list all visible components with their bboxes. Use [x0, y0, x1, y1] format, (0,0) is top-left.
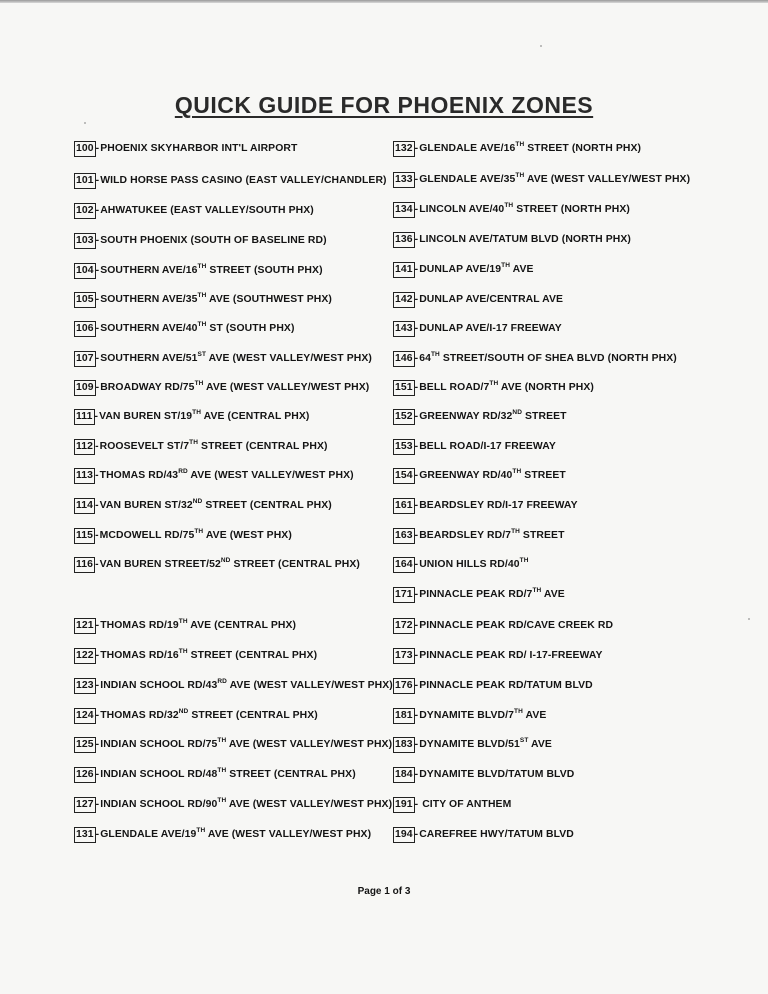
zone-code-box: 104: [74, 263, 96, 279]
zone-code-box: 146: [393, 351, 415, 367]
zone-separator: -: [95, 143, 100, 154]
zone-description: ROOSEVELT ST/7TH STREET (CENTRAL PHX): [99, 439, 328, 452]
zone-separator: -: [95, 530, 99, 541]
zone-row: [74, 796, 392, 814]
zone-row: [393, 379, 594, 397]
zone-code-box: 161: [393, 498, 415, 514]
zone-separator: -: [95, 500, 99, 511]
ordinal-suffix: TH: [217, 797, 227, 804]
zone-description: PINNACLE PEAK RD/TATUM BLVD: [419, 680, 593, 691]
zone-row: [393, 497, 578, 515]
ordinal-suffix: ST: [519, 737, 529, 744]
zone-code-box: 184: [393, 767, 415, 783]
zone-row: [393, 677, 593, 695]
zone-row: [74, 617, 296, 635]
zone-row: [74, 202, 314, 220]
ordinal-suffix: TH: [515, 172, 525, 179]
zone-row: [74, 408, 309, 426]
zone-row: [74, 438, 328, 456]
zone-description: UNION HILLS RD/40TH: [419, 557, 529, 570]
zone-description: INDIAN SCHOOL RD/48TH STREET (CENTRAL PHX): [100, 767, 356, 780]
zone-row: [393, 736, 552, 754]
ordinal-suffix: TH: [511, 528, 520, 535]
ordinal-suffix: TH: [194, 380, 204, 387]
zone-separator: -: [414, 680, 419, 691]
zone-description: WILD HORSE PASS CASINO (EAST VALLEY/CHANDLER): [100, 175, 387, 186]
zone-description: 64TH STREET/SOUTH OF SHEA BLVD (NORTH PHX): [419, 351, 677, 364]
zone-separator: -: [95, 205, 100, 216]
zone-row: [74, 262, 323, 280]
zone-code-box: 126: [74, 767, 96, 783]
page-number: Page 1 of 3: [357, 886, 411, 897]
zone-row: [74, 467, 354, 485]
zone-row: [393, 438, 556, 456]
ordinal-suffix: TH: [192, 409, 202, 416]
zone-separator: -: [95, 710, 100, 721]
zone-separator: -: [414, 769, 419, 780]
ordinal-suffix: TH: [515, 141, 525, 148]
zone-code-box: 112: [74, 439, 95, 455]
zone-row: [393, 320, 562, 338]
zone-description: GLENDALE AVE/19TH AVE (WEST VALLEY/WEST PHX): [100, 827, 372, 840]
zone-description: BEARDSLEY RD/I-17 FREEWAY: [419, 500, 578, 511]
zone-code-box: 114: [74, 498, 95, 514]
zone-code-box: 124: [74, 708, 96, 724]
ordinal-suffix: TH: [501, 262, 511, 269]
zone-separator: -: [95, 382, 100, 393]
scan-edge: [0, 0, 768, 3]
zone-code-box: 123: [74, 678, 96, 694]
zone-code-box: 164: [393, 557, 415, 573]
zone-separator: -: [95, 323, 100, 334]
zone-row: [393, 556, 529, 574]
ordinal-suffix: TH: [197, 292, 207, 299]
scan-speck: [540, 45, 542, 47]
ordinal-suffix: TH: [178, 648, 188, 655]
ordinal-suffix: TH: [514, 708, 523, 715]
ordinal-suffix: TH: [489, 380, 499, 387]
zone-separator: -: [414, 589, 419, 600]
zone-code-box: 131: [74, 827, 96, 843]
ordinal-suffix: TH: [197, 263, 207, 270]
zone-separator: -: [95, 175, 100, 186]
zone-row: [393, 796, 511, 814]
zone-code-box: 106: [74, 321, 96, 337]
ordinal-suffix: TH: [532, 587, 542, 594]
zone-description: LINCOLN AVE/40TH STREET (NORTH PHX): [419, 202, 630, 215]
zone-code-box: 142: [393, 292, 415, 308]
zone-code-box: 107: [74, 351, 96, 367]
zone-separator: -: [414, 174, 419, 185]
zone-row: [393, 586, 565, 604]
zone-row: [393, 766, 574, 784]
zone-row: [74, 140, 297, 158]
zone-code-box: 103: [74, 233, 96, 249]
zone-code-box: 121: [74, 618, 96, 634]
zone-separator: -: [414, 650, 419, 661]
zone-code-box: 154: [393, 468, 415, 484]
zone-separator: -: [414, 382, 419, 393]
zone-row: [393, 261, 534, 279]
zone-description: PHOENIX SKYHARBOR INT'L AIRPORT: [100, 143, 298, 154]
zone-row: [393, 231, 631, 249]
zone-code-box: 113: [74, 468, 95, 484]
zone-row: [393, 826, 574, 844]
zone-description: DUNLAP AVE/CENTRAL AVE: [419, 294, 564, 305]
zone-separator: -: [95, 235, 100, 246]
zone-code-box: 116: [74, 557, 95, 573]
zone-row: [74, 350, 372, 368]
scan-speck: [84, 122, 86, 124]
zone-separator: -: [95, 769, 100, 780]
zone-row: [393, 527, 565, 545]
zone-description: VAN BUREN STREET/52ND STREET (CENTRAL PHX): [99, 557, 360, 570]
zone-separator: -: [95, 739, 100, 750]
zone-code-box: 183: [393, 737, 415, 753]
zone-separator: -: [414, 411, 419, 422]
ordinal-suffix: TH: [512, 468, 522, 475]
ordinal-suffix: ND: [220, 557, 231, 564]
ordinal-suffix: TH: [197, 321, 207, 328]
zone-code-box: 173: [393, 648, 415, 664]
zone-code-box: 132: [393, 141, 415, 157]
zone-code-box: 194: [393, 827, 415, 843]
zone-description: LINCOLN AVE/TATUM BLVD (NORTH PHX): [419, 234, 631, 245]
zone-description: SOUTH PHOENIX (SOUTH OF BASELINE RD): [100, 235, 327, 246]
zone-description: SOUTHERN AVE/51ST AVE (WEST VALLEY/WEST PHX): [100, 351, 372, 364]
zone-code-box: 152: [393, 409, 415, 425]
zone-description: INDIAN SCHOOL RD/43RD AVE (WEST VALLEY/WEST PHX): [100, 678, 393, 691]
zone-description: VAN BUREN ST/32ND STREET (CENTRAL PHX): [99, 498, 332, 511]
zone-row: [393, 647, 603, 665]
zone-description: DUNLAP AVE/I-17 FREEWAY: [419, 323, 562, 334]
ordinal-suffix: ST: [197, 351, 207, 358]
zone-row: [74, 172, 387, 190]
zone-description: BEARDSLEY RD/7TH STREET: [419, 528, 565, 541]
zone-row: [74, 766, 356, 784]
scan-speck: [748, 618, 750, 620]
zone-description: DYNAMITE BLVD/TATUM BLVD: [419, 769, 575, 780]
zone-row: [393, 291, 563, 309]
zone-description: SOUTHERN AVE/35TH AVE (SOUTHWEST PHX): [100, 292, 332, 305]
zone-row: [74, 497, 332, 515]
zone-row: [393, 617, 613, 635]
zone-separator: -: [414, 204, 419, 215]
ordinal-suffix: ND: [512, 409, 523, 416]
zone-separator: -: [414, 559, 419, 570]
zone-row: [74, 826, 371, 844]
zone-row: [74, 647, 317, 665]
zone-code-box: 136: [393, 232, 415, 248]
zone-description: DUNLAP AVE/19TH AVE: [419, 262, 534, 275]
zone-description: VAN BUREN ST/19TH AVE (CENTRAL PHX): [99, 409, 310, 422]
zone-description: BELL ROAD/I-17 FREEWAY: [419, 441, 556, 452]
zone-separator: -: [95, 265, 100, 276]
zone-row: [74, 291, 332, 309]
zone-row: [393, 140, 641, 158]
zone-row: [74, 736, 392, 754]
zone-separator: -: [95, 650, 100, 661]
zone-code-box: 111: [74, 409, 95, 425]
zone-description: INDIAN SCHOOL RD/90TH AVE (WEST VALLEY/WEST PHX): [100, 797, 393, 810]
zone-separator: -: [95, 441, 99, 452]
zone-separator: -: [414, 234, 419, 245]
zone-separator: -: [414, 264, 419, 275]
zone-separator: -: [414, 710, 419, 721]
zone-code-box: 115: [74, 528, 95, 544]
ordinal-suffix: TH: [196, 827, 206, 834]
zone-code-box: 105: [74, 292, 96, 308]
zone-description: GREENWAY RD/40TH STREET: [419, 468, 566, 481]
ordinal-suffix: TH: [519, 557, 529, 564]
zone-description: BELL ROAD/7TH AVE (NORTH PHX): [419, 380, 594, 393]
zone-code-box: 102: [74, 203, 96, 219]
zone-separator: -: [95, 294, 100, 305]
ordinal-suffix: RD: [217, 678, 227, 685]
zone-code-box: 176: [393, 678, 415, 694]
zone-separator: -: [95, 829, 100, 840]
ordinal-suffix: TH: [178, 618, 188, 625]
zone-separator: -: [414, 441, 419, 452]
ordinal-suffix: ND: [192, 498, 203, 505]
zone-code-box: 122: [74, 648, 96, 664]
zone-separator: -: [414, 353, 419, 364]
zone-description: GREENWAY RD/32ND STREET: [419, 409, 567, 422]
zone-separator: -: [94, 411, 99, 422]
zone-description: DYNAMITE BLVD/51ST AVE: [419, 737, 552, 750]
zone-code-box: 127: [74, 797, 96, 813]
zone-description: DYNAMITE BLVD/7TH AVE: [419, 708, 547, 721]
zone-separator: -: [414, 294, 419, 305]
ordinal-suffix: TH: [504, 202, 514, 209]
zone-description: THOMAS RD/32ND STREET (CENTRAL PHX): [100, 708, 318, 721]
zone-description: THOMAS RD/16TH STREET (CENTRAL PHX): [100, 648, 318, 661]
zone-row: [74, 556, 360, 574]
zone-description: SOUTHERN AVE/40TH ST (SOUTH PHX): [100, 321, 295, 334]
zone-code-box: 151: [393, 380, 415, 396]
zone-description: BROADWAY RD/75TH AVE (WEST VALLEY/WEST PHX): [100, 380, 370, 393]
zone-code-box: 172: [393, 618, 415, 634]
zone-row: [393, 707, 546, 725]
ordinal-suffix: TH: [194, 528, 204, 535]
zone-description: PINNACLE PEAK RD/ I-17-FREEWAY: [419, 650, 603, 661]
zone-code-box: 101: [74, 173, 96, 189]
zone-code-box: 181: [393, 708, 415, 724]
zone-separator: -: [95, 680, 100, 691]
zone-description: PINNACLE PEAK RD/CAVE CREEK RD: [419, 620, 614, 631]
zone-separator: -: [414, 739, 419, 750]
zone-description: THOMAS RD/43RD AVE (WEST VALLEY/WEST PHX): [99, 468, 354, 481]
zone-row: [74, 707, 318, 725]
zone-separator: -: [414, 323, 419, 334]
zone-row: [74, 379, 369, 397]
zone-description: CAREFREE HWY/TATUM BLVD: [419, 829, 574, 840]
zone-separator: -: [95, 620, 100, 631]
zone-separator: -: [95, 559, 99, 570]
zone-code-box: 171: [393, 587, 415, 603]
zone-row: [393, 467, 566, 485]
zone-row: [393, 350, 677, 368]
zone-row: [393, 408, 567, 426]
zone-code-box: 143: [393, 321, 415, 337]
ordinal-suffix: TH: [430, 351, 440, 358]
zone-row: [393, 171, 690, 189]
page-title: QUICK GUIDE FOR PHOENIX ZONES: [174, 92, 594, 118]
zone-code-box: 125: [74, 737, 96, 753]
zone-description: GLENDALE AVE/16TH STREET (NORTH PHX): [419, 141, 642, 154]
zone-description: MCDOWELL RD/75TH AVE (WEST PHX): [99, 528, 292, 541]
zone-row: [74, 320, 295, 338]
zone-code-box: 141: [393, 262, 415, 278]
zone-code-box: 134: [393, 202, 415, 218]
zone-description: AHWATUKEE (EAST VALLEY/SOUTH PHX): [100, 205, 314, 216]
zone-code-box: 163: [393, 528, 415, 544]
ordinal-suffix: TH: [189, 439, 199, 446]
zone-description: GLENDALE AVE/35TH AVE (WEST VALLEY/WEST PHX): [419, 172, 691, 185]
ordinal-suffix: ND: [178, 708, 189, 715]
zone-row: [393, 201, 630, 219]
zone-code-box: 191: [393, 797, 415, 813]
zone-separator: -: [414, 829, 419, 840]
zone-separator: -: [414, 500, 419, 511]
ordinal-suffix: TH: [217, 767, 227, 774]
zone-separator: -: [95, 470, 99, 481]
zone-row: [74, 232, 327, 250]
ordinal-suffix: RD: [178, 468, 188, 475]
zone-code-box: 133: [393, 172, 415, 188]
zone-description: INDIAN SCHOOL RD/75TH AVE (WEST VALLEY/WEST PHX): [100, 737, 393, 750]
zone-separator: -: [414, 530, 419, 541]
zone-description: CITY OF ANTHEM: [419, 799, 512, 810]
zone-separator: -: [414, 620, 419, 631]
zone-separator: -: [95, 353, 100, 364]
zone-code-box: 100: [74, 141, 96, 157]
zone-description: THOMAS RD/19TH AVE (CENTRAL PHX): [100, 618, 297, 631]
zone-row: [74, 527, 292, 545]
zone-row: [74, 677, 393, 695]
zone-separator: -: [95, 799, 100, 810]
zone-description: SOUTHERN AVE/16TH STREET (SOUTH PHX): [100, 263, 323, 276]
ordinal-suffix: TH: [217, 737, 227, 744]
zone-separator: -: [414, 799, 419, 810]
zone-separator: -: [414, 143, 419, 154]
zone-description: PINNACLE PEAK RD/7TH AVE: [419, 587, 565, 600]
zone-code-box: 109: [74, 380, 96, 396]
zone-separator: -: [414, 470, 419, 481]
zone-code-box: 153: [393, 439, 415, 455]
